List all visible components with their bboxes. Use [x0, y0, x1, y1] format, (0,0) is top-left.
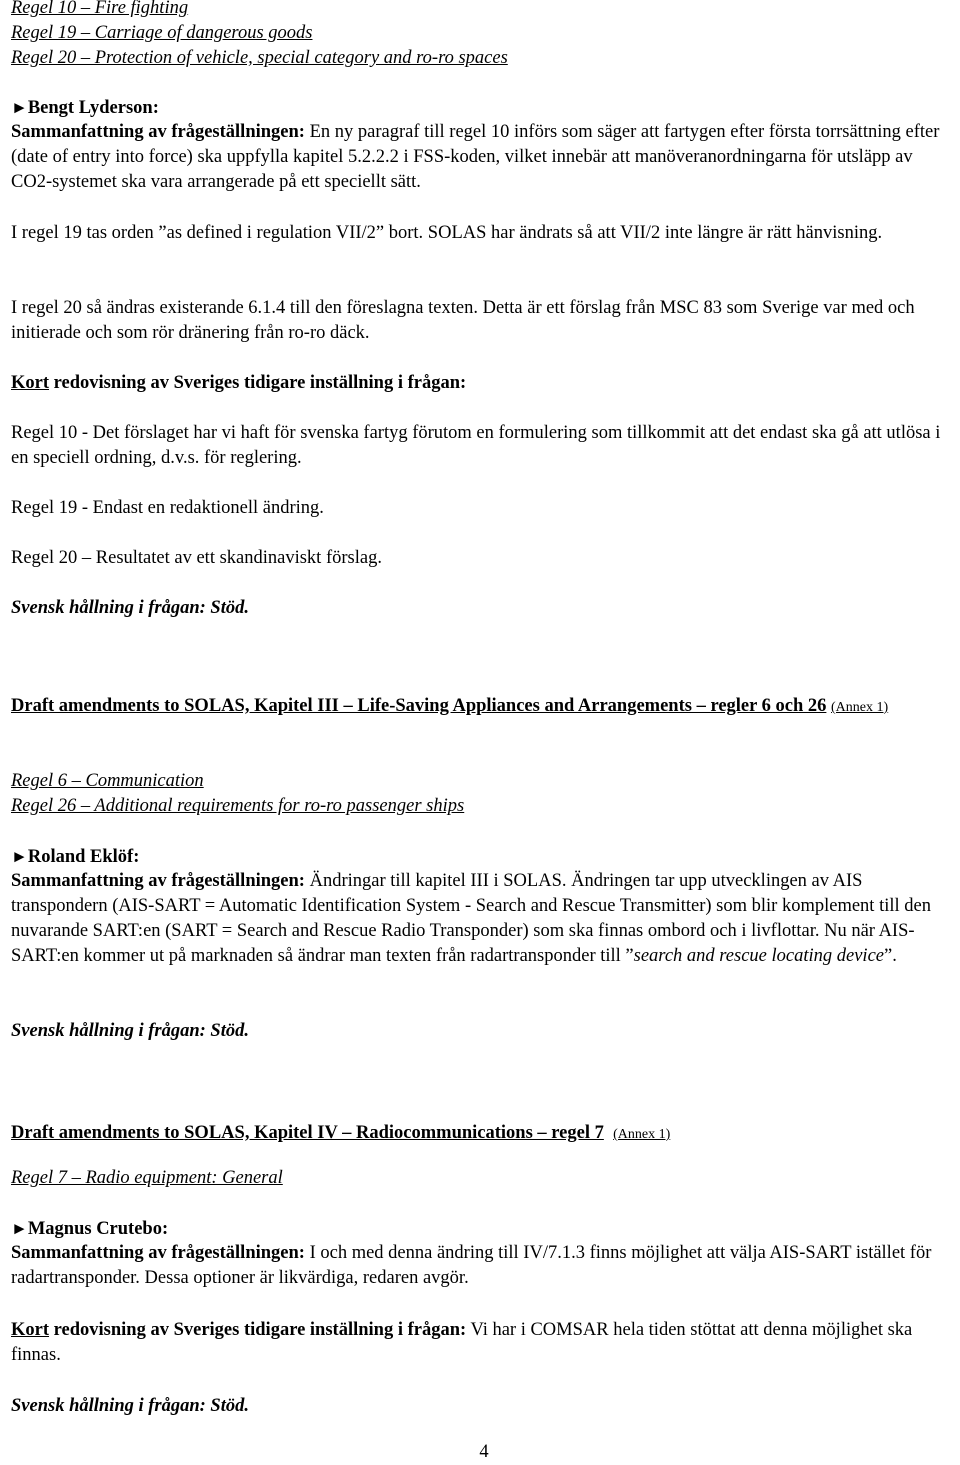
swedish-position: Svensk hållning i frågan: Stöd.: [11, 1021, 249, 1041]
presenter-name: Roland Eklöf:: [27, 847, 140, 867]
rule-title-7: Regel 7 – Radio equipment: General: [11, 1168, 283, 1188]
summary-text: En ny paragraf till regel 10 införs som säger att fartygen efter första torrsättning efter (date of entry into force) ska uppfylla kapitel 5.2.2.2 i FSS-koden, vilket innebär att manöveranordningarna för utsläpp av CO2-systemet ska vara arrangerade på ett speciellt sätt.: [11, 122, 940, 192]
swedish-position: Svensk hållning i frågan: Stöd.: [11, 1396, 249, 1416]
previous-position-heading: [11, 371, 946, 396]
presenter-name: Magnus Crutebo:: [27, 1219, 169, 1239]
section-heading-kapitel-4: [11, 1121, 946, 1147]
paragraph-regel-20: I regel 20 så ändras existerande 6.1.4 till den föreslagna texten. Detta är ett förslag från MSC 83 som Sverige var med och initierade och som rör dränering från ro-ro däck.: [11, 298, 915, 343]
paragraph-regel-19: I regel 19 tas orden ”as defined i regulation VII/2” bort. SOLAS har ändrats så att VII/2 inte längre är rätt hänvisning.: [11, 223, 883, 243]
rule-title-26: Regel 26 – Additional requirements for ro-ro passenger ships: [11, 796, 465, 816]
presenter-line: [11, 844, 946, 870]
presenter-line: [11, 95, 946, 121]
regel-10-note: Regel 10 - Det förslaget har vi haft för svenska fartyg förutom en formulering som tillkommit att det endast ska gå att utlösa i en speciell ordning, d.v.s. för reglering.: [11, 423, 941, 468]
page-number: 4: [479, 1442, 489, 1462]
triangle-bullet-icon: ►: [11, 847, 28, 866]
annex-reference: (Annex 1): [831, 700, 889, 715]
summary-label: Sammanfattning av frågeställningen:: [11, 871, 305, 891]
triangle-bullet-icon: ►: [11, 1219, 28, 1238]
presenter-line: [11, 1216, 946, 1242]
summary-label: Sammanfattning av frågeställningen:: [11, 1243, 305, 1263]
heading-text: Draft amendments to SOLAS, Kapitel III – Life-Saving Appliances and Arrangements – regler 6 och 26: [11, 696, 827, 716]
previous-position-paragraph: [11, 1318, 946, 1368]
summary-end: ”.: [884, 946, 897, 966]
previous-position-text: Vi har i COMSAR hela tiden stöttat att denna möjlighet ska finnas.: [11, 1320, 913, 1365]
rule-title-10: Regel 10 – Fire fighting: [11, 0, 189, 18]
summary-paragraph: [11, 120, 946, 195]
regel-20-note: Regel 20 – Resultatet av ett skandinaviskt förslag.: [11, 548, 382, 568]
summary-label: Sammanfattning av frågeställningen:: [11, 122, 305, 142]
rule-title-19: Regel 19 – Carriage of dangerous goods: [11, 23, 313, 43]
rule-title-20: Regel 20 – Protection of vehicle, special category and ro-ro spaces: [11, 48, 508, 68]
summary-paragraph: [11, 1241, 946, 1291]
triangle-bullet-icon: ►: [11, 98, 28, 117]
rule-title-6: Regel 6 – Communication: [11, 771, 204, 791]
annex-reference: (Annex 1): [613, 1127, 671, 1142]
summary-text: Ändringar till kapitel III i SOLAS. Ändringen tar upp utvecklingen av AIS transpondern (AIS-SART = Automatic Identification System - Search and Rescue Transmitter) som blir komplement till den nuvarande SART:en (SART = Search and Rescue Radio Transponder) som ska finnas ombord och i livflottar. Nu när AIS-SART:en kommer ut på marknaden så ändrar man texten från radartransponder till ”: [11, 871, 931, 966]
summary-text: I och med denna ändring till IV/7.1.3 finns möjlighet att välja AIS-SART istället för radartransponder. Dessa optioner är likvärdiga, redaren avgör.: [11, 1243, 932, 1288]
regel-19-note: Regel 19 - Endast en redaktionell ändring.: [11, 498, 324, 518]
section-heading-kapitel-3: [11, 694, 946, 720]
kort-word: Kort: [11, 1320, 50, 1340]
kort-word: Kort: [11, 373, 50, 393]
swedish-position: Svensk hållning i frågan: Stöd.: [11, 598, 249, 618]
summary-italic: search and rescue locating device: [633, 946, 884, 966]
summary-paragraph: [11, 869, 946, 969]
heading-text: Draft amendments to SOLAS, Kapitel IV – Radiocommunications – regel 7: [11, 1123, 604, 1143]
previous-position-label: redovisning av Sveriges tidigare inställning i frågan:: [49, 373, 467, 393]
previous-position-label: redovisning av Sveriges tidigare inställning i frågan:: [49, 1320, 467, 1340]
presenter-name: Bengt Lyderson:: [27, 98, 159, 118]
